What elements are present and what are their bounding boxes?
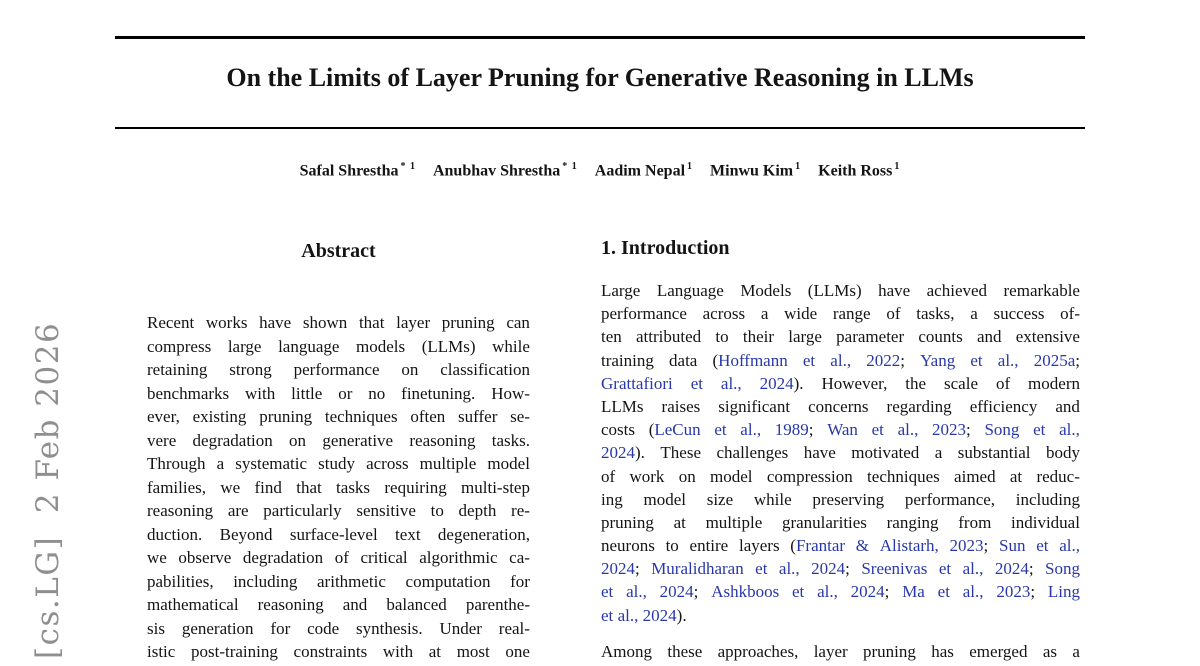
citation-link[interactable]: al., <box>740 420 762 440</box>
paragraph <box>601 642 1080 665</box>
text-line: performance across a wide range of tasks, a success of- <box>601 304 1080 324</box>
text-line: Grattafiori et al., 2024). However, the scale of modern <box>601 373 1080 393</box>
text-line: mathematical reasoning and balanced parenthe- <box>147 595 530 614</box>
citation-link[interactable]: al., <box>778 559 800 579</box>
text-line: 2024; Muralidharan et al., 2024; Sreenivas et al., 2024; Song <box>601 559 1080 579</box>
text-line: Through a systematic study across multiple model <box>147 454 530 473</box>
title-rule-top <box>115 36 1085 39</box>
text-line: 2024). These challenges have motivated a substantial body <box>601 443 1080 463</box>
citation-link[interactable]: et <box>601 582 614 602</box>
paragraph <box>601 281 1080 629</box>
text-line: neurons to entire layers (Frantar & Alistarh, 2023; Sun et al., <box>601 536 1080 556</box>
text-line: ten attributed to their large parameter counts and extensive <box>601 327 1080 347</box>
text-line: vere degradation on generative reasoning tasks. <box>147 430 530 450</box>
citation-link[interactable]: Ling <box>1047 582 1080 602</box>
citation-link[interactable]: 2023 <box>932 420 967 440</box>
author-affiliation-mark: * 1 <box>562 161 578 172</box>
citation-link[interactable]: LeCun <box>654 420 701 440</box>
author-affiliation-mark: 1 <box>894 161 901 172</box>
citation-link[interactable]: & <box>855 536 870 556</box>
citation-link[interactable]: Muralidharan <box>651 559 744 579</box>
text-line: Large Language Models (LLMs) have achieved remarkable <box>601 281 1080 300</box>
citation-link[interactable]: 2024 <box>850 582 885 602</box>
citation-link[interactable]: 2024 <box>759 373 794 393</box>
text-line: benchmarks with little or no finetuning. How- <box>147 383 530 403</box>
text-line: we observe degradation of critical algorithmic ca- <box>147 548 530 567</box>
citation-link[interactable]: et <box>802 350 816 370</box>
introduction-text <box>601 281 1080 666</box>
introduction-section <box>601 237 1080 662</box>
citation-link[interactable]: al., <box>997 350 1019 370</box>
citation-link[interactable]: 2024 <box>811 559 846 579</box>
citation-link[interactable]: et <box>937 582 950 602</box>
text-line: Among these approaches, layer pruning has emerged as a <box>601 642 1080 662</box>
citation-link[interactable]: 2024 <box>642 605 677 625</box>
citation-link[interactable]: et <box>1036 536 1049 556</box>
citation-link[interactable]: 2023 <box>949 536 984 556</box>
text-line: sis generation for code synthesis. Under real- <box>147 618 530 638</box>
citation-link[interactable]: 2023 <box>996 582 1031 602</box>
text-line: ever, existing pruning techniques often suffer se- <box>147 407 530 426</box>
citation-link[interactable]: 2024 <box>601 443 635 463</box>
text-line: retaining strong performance on classification <box>147 360 530 379</box>
citation-link[interactable]: Song <box>1045 559 1080 579</box>
introduction-heading: 1. Introduction <box>601 237 730 259</box>
citation-link[interactable]: al., <box>617 605 639 625</box>
text-line: compress large language models (LLMs) while <box>147 336 530 356</box>
author-affiliation-mark: 1 <box>687 161 694 172</box>
citation-link[interactable]: Frantar <box>795 536 846 556</box>
author-name: Safal Shrestha $^{* 1}$ <box>299 161 416 180</box>
citation-link[interactable]: 2022 <box>866 350 901 370</box>
text-line: et al., 2024; Ashkboos et al., 2024; Ma et al., 2023; Ling <box>601 582 1080 602</box>
citation-link[interactable]: et <box>970 350 983 370</box>
citation-link[interactable]: al., <box>1059 536 1080 556</box>
citation-link[interactable]: et <box>871 420 884 440</box>
title-rule-bottom <box>115 127 1085 129</box>
author-affiliation-mark: * 1 <box>400 161 416 172</box>
citation-link[interactable]: et <box>690 373 703 393</box>
citation-link[interactable]: Sun <box>999 536 1026 556</box>
citation-link[interactable]: et <box>1033 420 1046 440</box>
abstract-section <box>147 240 530 661</box>
text-line: Recent works have shown that layer pruning can <box>147 313 530 332</box>
citation-link[interactable]: al., <box>962 559 984 579</box>
abstract-text <box>147 313 530 666</box>
citation-link[interactable]: Grattafiori <box>601 373 673 393</box>
citation-link[interactable]: Hoffmann <box>718 350 788 370</box>
citation-link[interactable]: al., <box>962 582 984 602</box>
text-line: pabilities, including arithmetic computation for <box>147 571 530 591</box>
citation-link[interactable]: 2025a <box>1033 350 1076 370</box>
citation-link[interactable]: et <box>792 582 805 602</box>
citation-link[interactable]: al., <box>817 582 838 602</box>
author-name: Aadim Nepal $^1$ <box>594 161 694 180</box>
text-line: families, we find that tasks requiring multi-step <box>147 477 530 497</box>
citation-link[interactable]: et <box>938 559 952 579</box>
paper-title: On the Limits of Layer Pruning for Generative Reasoning in LLMs <box>226 63 974 92</box>
citation-link[interactable]: al., <box>1059 420 1080 440</box>
citation-link[interactable]: 2024 <box>601 559 635 579</box>
author-name: Anubhav Shrestha $^{* 1}$ <box>432 161 578 180</box>
citation-link[interactable]: Sreenivas <box>861 559 928 579</box>
citation-link[interactable]: Ma <box>902 582 925 602</box>
text-line: reasoning are particularly sensitive to depth re- <box>147 501 530 520</box>
citation-link[interactable]: et <box>714 420 727 440</box>
citation-link[interactable]: al., <box>626 582 647 602</box>
abstract-heading: Abstract <box>301 240 376 262</box>
author-affiliation-mark: 1 <box>795 161 802 172</box>
text-line: duction. Beyond surface-level text degeneration, <box>147 524 530 544</box>
author-list <box>100 161 1100 180</box>
citation-link[interactable]: Alistarh, <box>879 536 939 556</box>
citation-link[interactable]: 2024 <box>994 559 1029 579</box>
text-line: costs (LeCun et al., 1989; Wan et al., 2023; Song et al., <box>601 420 1080 440</box>
citation-link[interactable]: Wan <box>827 420 858 440</box>
citation-link[interactable]: et <box>755 559 768 579</box>
citation-link[interactable]: al., <box>830 350 852 370</box>
citation-link[interactable]: Ashkboos <box>711 582 780 602</box>
text-line: LLMs raises significant concerns regarding efficiency and <box>601 396 1080 416</box>
text-line: et al., 2024). <box>601 605 687 625</box>
text-line: ing model size while preserving performance, including <box>601 489 1080 509</box>
arxiv-watermark: [cs.LG] 2 Feb 2026 <box>30 321 66 659</box>
citation-link[interactable]: Yang <box>920 350 956 370</box>
citation-link[interactable]: et <box>601 605 614 625</box>
citation-link[interactable]: 1989 <box>774 420 809 440</box>
citation-link[interactable]: 2024 <box>659 582 694 602</box>
text-line: of work on model compression techniques aimed at reduc- <box>601 466 1080 486</box>
text-line: istic post-training constraints with at most one <box>147 642 530 661</box>
citation-link[interactable]: al., <box>720 373 742 393</box>
citation-link[interactable]: al., <box>897 420 919 440</box>
text-line: training data (Hoffmann et al., 2022; Yang et al., 2025a; <box>601 350 1080 370</box>
text-line: pruning at multiple granularities ranging from individual <box>601 512 1080 532</box>
author-name: Minwu Kim $^1$ <box>710 161 802 180</box>
author-name: Keith Ross $^1$ <box>818 161 901 180</box>
citation-link[interactable]: Song <box>984 420 1020 440</box>
